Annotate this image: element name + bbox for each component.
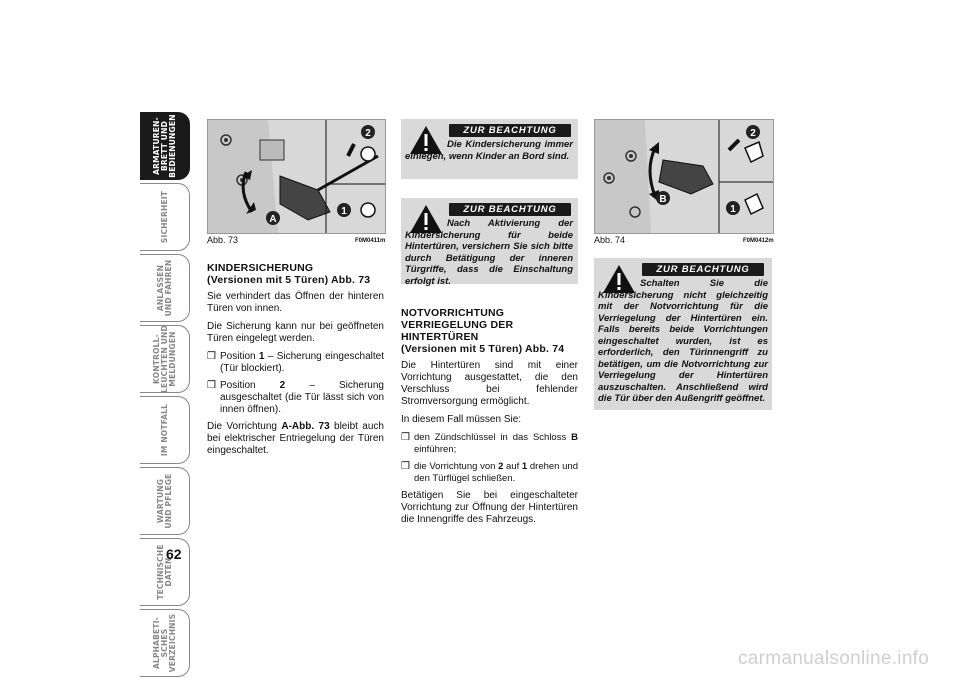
section-kindersicherung bbox=[207, 262, 384, 463]
tab-label: WARTUNG UND PFLEGE bbox=[155, 473, 173, 529]
bullet-item: ❒ Position 1 – Sicherung eingeschaltet (Tür blockiert). bbox=[207, 351, 385, 374]
figure-73 bbox=[207, 119, 386, 234]
tab-label: IM NOTFALL bbox=[159, 403, 169, 457]
door-lock-illustration bbox=[208, 120, 385, 233]
paragraph: Die Sicherung kann nur bei geöffneten Türen eingelegt werden. bbox=[207, 321, 384, 344]
label-2: 2 bbox=[750, 128, 756, 139]
tab-im-notfall[interactable] bbox=[140, 396, 190, 464]
tab-sicherheit[interactable] bbox=[140, 183, 190, 251]
warning-box-2 bbox=[401, 198, 578, 287]
paragraph: Die Vorrichtung A-Abb. 73 bleibt auch bei elektrischer Entriegelung der Türen eingeschaltet. bbox=[207, 421, 384, 456]
tab-label: KONTROLL- LEUCHTEN UND MELDUNGEN bbox=[151, 325, 177, 393]
section-title: NOTVORRICHTUNG VERRIEGELUNG DER HINTERTÜREN (Versionen mit 5 Türen) Abb. 74 bbox=[401, 307, 565, 355]
bullet-item: ❒ den Zündschlüssel in das Schloss B einführen; bbox=[401, 432, 578, 455]
label-1: 1 bbox=[341, 206, 347, 217]
label-1: 1 bbox=[730, 204, 736, 215]
warning-box-1 bbox=[401, 119, 578, 179]
bullet-item: ❒ Position 2 – Sicherung ausgeschaltet (die Tür lässt sich von innen öffnen). bbox=[207, 380, 384, 415]
tab-kontrollleuchten[interactable] bbox=[140, 325, 190, 393]
checkbox-icon: ❒ bbox=[207, 351, 216, 362]
label-b: B bbox=[659, 194, 667, 205]
paragraph: Die Hintertüren sind mit einer Vorrichtung ausgestattet, die den Verschluss bei fehlender Stromversorgung ermöglicht. bbox=[401, 360, 578, 407]
figure-74 bbox=[594, 119, 774, 234]
section-notvorrichtung bbox=[401, 307, 578, 532]
figure-73-caption: Abb. 73 bbox=[207, 235, 239, 245]
chapter-tabs bbox=[140, 112, 190, 680]
figure-73-code: F0M0411m bbox=[355, 238, 386, 244]
warning-text: Die Kindersicherung immer einlegen, wenn Kinder an Bord sind. bbox=[405, 139, 573, 162]
watermark: carmanualsonline.info bbox=[738, 648, 930, 669]
section-title: KINDERSICHERUNG (Versionen mit 5 Türen) Abb. 73 bbox=[207, 262, 371, 286]
label-a: A bbox=[269, 214, 277, 225]
figure-74-code: F0M0412m bbox=[743, 238, 774, 244]
checkbox-icon: ❒ bbox=[401, 432, 410, 443]
checkbox-icon: ❒ bbox=[401, 461, 410, 472]
emergency-lock-illustration bbox=[595, 120, 773, 233]
tab-label: SICHERHEIT bbox=[159, 190, 169, 244]
tab-technische-daten[interactable] bbox=[140, 538, 190, 606]
paragraph: In diesem Fall müssen Sie: bbox=[401, 414, 522, 425]
paragraph: Betätigen Sie bei eingeschalteter Vorrichtung zur Öffnung der Hintertüren die Innengriffe des Fahrzeugs. bbox=[401, 490, 578, 525]
tab-armaturenbrett[interactable] bbox=[140, 112, 190, 180]
warning-text: Schalten Sie die Kindersicherung nicht gleichzeitig mit der Notvorrichtung für die Verriegelung der Hintertüren ein. Falls bereits beide Vorrichtungen eingeschaltet wurden, ist es erforderlich, den Türinnengriff zu betätigen, um die Notvorrichtung zur Verriegelung der Hintertüren auszuschalten. Anschließend wird die Tür über den Außengriff geöffnet. bbox=[598, 278, 768, 404]
warning-banner: ZUR BEACHTUNG bbox=[449, 124, 571, 137]
warning-text: Nach Aktivierung der Kindersicherung für beide Hintertüren, versichern Sie sich bitte durch Betätigung der inneren Türgriffe, dass die Einschaltung erfolgt ist. bbox=[405, 218, 573, 287]
warning-banner: ZUR BEACHTUNG bbox=[642, 263, 764, 276]
tab-label: TECHNISCHE DATEN bbox=[155, 544, 173, 600]
label-2: 2 bbox=[365, 128, 371, 139]
bullet-item: ❒ die Vorrichtung von 2 auf 1 drehen und den Türflügel schließen. bbox=[401, 461, 578, 484]
page-number: 62 bbox=[166, 546, 182, 562]
warning-box-3 bbox=[594, 258, 772, 410]
figure-74-caption: Abb. 74 bbox=[594, 235, 626, 245]
tab-label: ANLASSEN UND FAHREN bbox=[155, 259, 173, 317]
tab-verzeichnis[interactable] bbox=[140, 609, 190, 677]
checkbox-icon: ❒ bbox=[207, 380, 216, 391]
tab-wartung[interactable] bbox=[140, 467, 190, 535]
tab-label: ARMATUREN- BRETT UND BEDIENUNGEN bbox=[151, 114, 177, 178]
warning-banner: ZUR BEACHTUNG bbox=[449, 203, 571, 216]
paragraph: Sie verhindert das Öffnen der hinteren Türen von innen. bbox=[207, 291, 384, 314]
tab-anlassen[interactable] bbox=[140, 254, 190, 322]
tab-label: ALPHABETI- SCHES VERZEICHNIS bbox=[151, 613, 177, 673]
